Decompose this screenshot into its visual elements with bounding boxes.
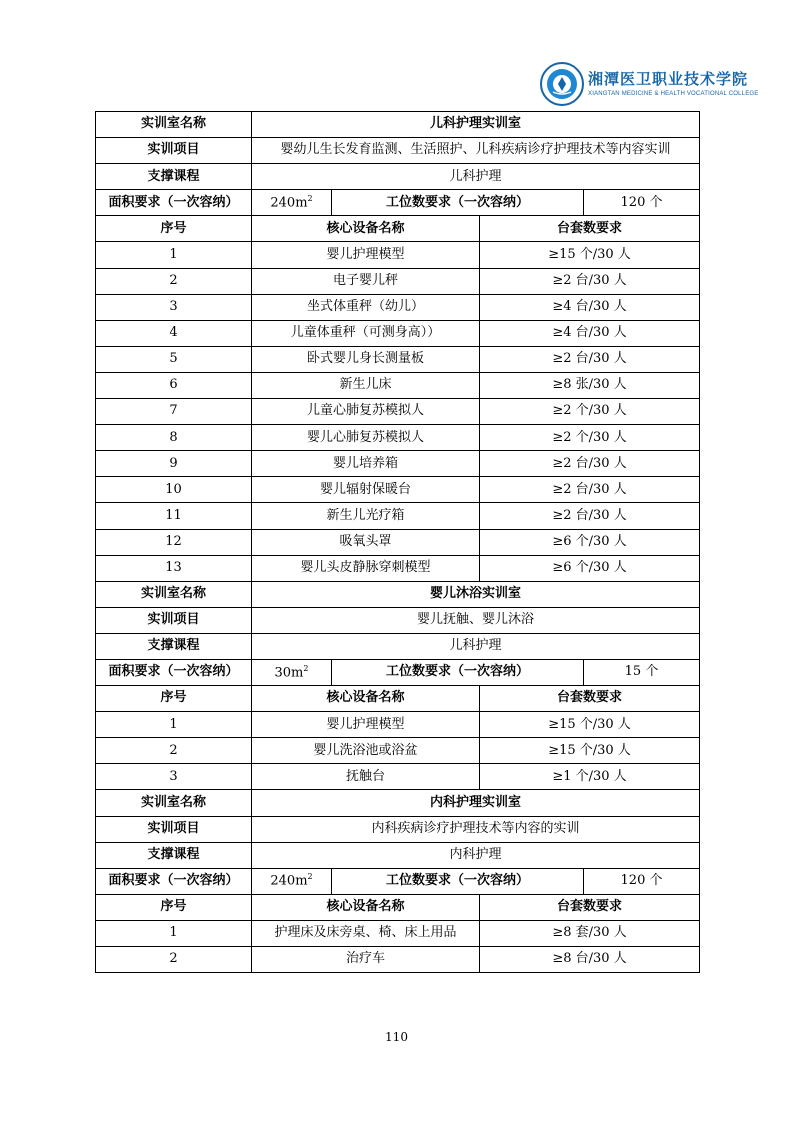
equipment-qty: ≥8 张/30 人: [480, 372, 700, 398]
equipment-row: [96, 294, 700, 320]
equipment-qty: ≥2 个/30 人: [480, 425, 700, 451]
area-number: 240m: [270, 873, 308, 889]
equipment-seq: 11: [96, 503, 252, 529]
equipment-name: 抚触台: [252, 764, 480, 790]
training-room-table: [95, 111, 700, 973]
equipment-row: [96, 399, 700, 425]
area-value: [252, 868, 332, 894]
equipment-header-row: [96, 216, 700, 242]
room-name-value: 儿科护理实训室: [252, 112, 700, 138]
equipment-qty: ≥6 个/30 人: [480, 529, 700, 555]
equipment-qty: ≥15 个/30 人: [480, 242, 700, 268]
equipment-row: [96, 451, 700, 477]
area-row: [96, 659, 700, 685]
equipment-qty: ≥8 台/30 人: [480, 947, 700, 973]
equipment-row: [96, 425, 700, 451]
equipment-qty: ≥1 个/30 人: [480, 764, 700, 790]
equipment-row: [96, 529, 700, 555]
equipment-seq: 12: [96, 529, 252, 555]
equipment-header-row: [96, 894, 700, 920]
equipment-name: 婴儿培养箱: [252, 451, 480, 477]
equipment-name: 护理床及床旁桌、椅、床上用品: [252, 920, 480, 946]
equipment-header: 核心设备名称: [252, 894, 480, 920]
equipment-seq: 5: [96, 346, 252, 372]
equipment-row: [96, 320, 700, 346]
room-name-value: 内科护理实训室: [252, 790, 700, 816]
room-name-row: [96, 581, 700, 607]
equipment-qty: ≥2 个/30 人: [480, 399, 700, 425]
equipment-name: 卧式婴儿身长测量板: [252, 346, 480, 372]
equipment-name: 儿童心肺复苏模拟人: [252, 399, 480, 425]
seq-header: 序号: [96, 894, 252, 920]
stations-value: 15 个: [584, 659, 700, 685]
course-value: 儿科护理: [252, 164, 700, 190]
equipment-row: [96, 712, 700, 738]
equipment-name: 坐式体重秤（幼儿）: [252, 294, 480, 320]
seq-header: 序号: [96, 686, 252, 712]
equipment-qty: ≥4 台/30 人: [480, 320, 700, 346]
equipment-row: [96, 503, 700, 529]
equipment-seq: 8: [96, 425, 252, 451]
quantity-header: 台套数要求: [480, 686, 700, 712]
area-number: 30m: [274, 665, 304, 681]
equipment-row: [96, 268, 700, 294]
course-value: 儿科护理: [252, 633, 700, 659]
area-unit-superscript: 2: [307, 194, 313, 204]
course-row: [96, 842, 700, 868]
area-label: 面积要求（一次容纳）: [96, 659, 252, 685]
training-items-value: 内科疾病诊疗护理技术等内容的实训: [252, 816, 700, 842]
area-label: 面积要求（一次容纳）: [96, 190, 252, 216]
training-items-row: [96, 607, 700, 633]
training-items-value: 婴儿抚触、婴儿沐浴: [252, 607, 700, 633]
equipment-row: [96, 764, 700, 790]
page-number: 110: [385, 1030, 408, 1044]
page-header: [0, 0, 793, 112]
area-label: 面积要求（一次容纳）: [96, 868, 252, 894]
equipment-seq: 2: [96, 268, 252, 294]
training-items-label: 实训项目: [96, 607, 252, 633]
equipment-seq: 1: [96, 920, 252, 946]
equipment-qty: ≥4 台/30 人: [480, 294, 700, 320]
equipment-qty: ≥8 套/30 人: [480, 920, 700, 946]
training-items-label: 实训项目: [96, 138, 252, 164]
equipment-row: [96, 242, 700, 268]
stations-value: 120 个: [584, 868, 700, 894]
equipment-name: 吸氧头罩: [252, 529, 480, 555]
course-row: [96, 164, 700, 190]
training-items-value: 婴幼儿生长发育监测、生活照护、儿科疾病诊疗护理技术等内容实训: [252, 138, 700, 164]
equipment-seq: 10: [96, 477, 252, 503]
area-unit-superscript: 2: [303, 663, 309, 673]
equipment-name: 婴儿护理模型: [252, 712, 480, 738]
stations-value: 120 个: [584, 190, 700, 216]
room-name-row: [96, 112, 700, 138]
equipment-name: 治疗车: [252, 947, 480, 973]
equipment-seq: 1: [96, 242, 252, 268]
stations-label: 工位数要求（一次容纳）: [332, 659, 584, 685]
area-row: [96, 190, 700, 216]
equipment-seq: 9: [96, 451, 252, 477]
area-number: 240m: [270, 195, 308, 211]
quantity-header: 台套数要求: [480, 216, 700, 242]
equipment-header: 核心设备名称: [252, 686, 480, 712]
course-label: 支撑课程: [96, 633, 252, 659]
course-row: [96, 633, 700, 659]
course-label: 支撑课程: [96, 842, 252, 868]
equipment-seq: 1: [96, 712, 252, 738]
equipment-name: 婴儿辐射保暖台: [252, 477, 480, 503]
training-items-label: 实训项目: [96, 816, 252, 842]
training-items-row: [96, 816, 700, 842]
equipment-qty: ≥2 台/30 人: [480, 451, 700, 477]
equipment-qty: ≥2 台/30 人: [480, 346, 700, 372]
equipment-row: [96, 372, 700, 398]
area-unit-superscript: 2: [307, 872, 313, 882]
equipment-name: 电子婴儿秤: [252, 268, 480, 294]
equipment-seq: 3: [96, 764, 252, 790]
equipment-seq: 2: [96, 947, 252, 973]
equipment-name: 婴儿心肺复苏模拟人: [252, 425, 480, 451]
room-name-label: 实训室名称: [96, 112, 252, 138]
area-value: [252, 659, 332, 685]
college-logo: [540, 60, 759, 112]
equipment-name: 婴儿头皮静脉穿刺模型: [252, 555, 480, 581]
equipment-seq: 3: [96, 294, 252, 320]
equipment-seq: 2: [96, 738, 252, 764]
area-value: [252, 190, 332, 216]
room-name-row: [96, 790, 700, 816]
seq-header: 序号: [96, 216, 252, 242]
equipment-seq: 6: [96, 372, 252, 398]
room-name-value: 婴儿沐浴实训室: [252, 581, 700, 607]
college-name: 湘潭医卫职业技术学院: [588, 70, 749, 88]
equipment-row: [96, 477, 700, 503]
college-name-en: XIANGTAN MEDICINE & HEALTH VOCATIONAL COLLEGE: [588, 91, 759, 97]
equipment-qty: ≥2 台/30 人: [480, 268, 700, 294]
stations-label: 工位数要求（一次容纳）: [332, 868, 584, 894]
training-items-row: [96, 138, 700, 164]
equipment-name: 儿童体重秤（可测身高））: [252, 320, 480, 346]
equipment-row: [96, 346, 700, 372]
equipment-header-row: [96, 686, 700, 712]
area-row: [96, 868, 700, 894]
equipment-row: [96, 920, 700, 946]
equipment-name: 新生儿光疗箱: [252, 503, 480, 529]
equipment-row: [96, 555, 700, 581]
college-emblem-icon: [540, 62, 584, 106]
equipment-header: 核心设备名称: [252, 216, 480, 242]
equipment-qty: ≥2 台/30 人: [480, 503, 700, 529]
equipment-name: 婴儿洗浴池或浴盆: [252, 738, 480, 764]
equipment-row: [96, 947, 700, 973]
equipment-qty: ≥2 台/30 人: [480, 477, 700, 503]
equipment-qty: ≥15 个/30 人: [480, 712, 700, 738]
stations-label: 工位数要求（一次容纳）: [332, 190, 584, 216]
equipment-seq: 4: [96, 320, 252, 346]
equipment-qty: ≥15 个/30 人: [480, 738, 700, 764]
equipment-name: 新生儿床: [252, 372, 480, 398]
equipment-seq: 13: [96, 555, 252, 581]
equipment-name: 婴儿护理模型: [252, 242, 480, 268]
quantity-header: 台套数要求: [480, 894, 700, 920]
equipment-qty: ≥6 个/30 人: [480, 555, 700, 581]
equipment-row: [96, 738, 700, 764]
course-value: 内科护理: [252, 842, 700, 868]
room-name-label: 实训室名称: [96, 581, 252, 607]
room-name-label: 实训室名称: [96, 790, 252, 816]
equipment-seq: 7: [96, 399, 252, 425]
course-label: 支撑课程: [96, 164, 252, 190]
